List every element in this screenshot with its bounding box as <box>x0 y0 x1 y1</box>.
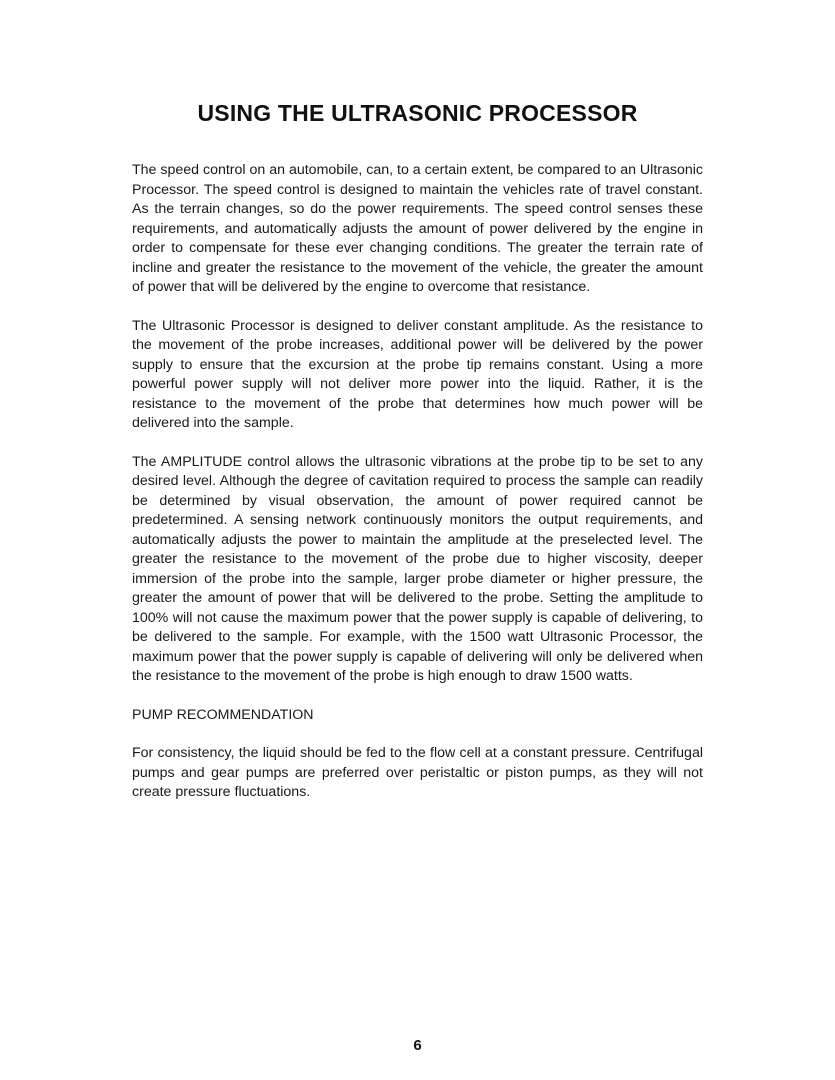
paragraph-amplitude-control: The AMPLITUDE control allows the ultrasonic vibrations at the probe tip to be set to any desired level. Although the degree of cavitation required to process the sample can readily be determined by visual observation, the amount of power required cannot be predetermined. A sensing network continuously monitors the output requirements, and automatically adjusts the power to maintain the amplitude at the preselected level. The greater the resistance to the movement of the probe due to higher viscosity, deeper immersion of the probe into the sample, larger probe diameter or higher pressure, the greater the amount of power that will be delivered to the probe. Setting the amplitude to 100% will not cause the maximum power that the power supply is capable of delivering, to be delivered to the sample. For example, with the 1500 watt Ultrasonic Processor, the maximum power that the power supply is capable of delivering will only be delivered when the resistance to the movement of the probe is high enough to draw 1500 watts. <box>132 453 703 684</box>
paragraph-constant-amplitude: The Ultrasonic Processor is designed to deliver constant amplitude. As the resistance to the movement of the probe increases, additional power will be delivered by the power supply to ensure that the excursion at the probe tip remains constant. Using a more powerful power supply will not deliver more power into the liquid. Rather, it is the resistance to the movement of the probe that determines how much power will be delivered into the sample. <box>132 317 703 431</box>
paragraph-pump-recommendation: For consistency, the liquid should be fed to the flow cell at a constant pressure. Centrifugal pumps and gear pumps are preferred over peristaltic or piston pumps, as they will not create pressure fluctuations. <box>132 745 703 800</box>
page-number: 6 <box>413 1037 422 1054</box>
section-heading-pump: PUMP RECOMMENDATION <box>132 706 314 723</box>
document-body <box>132 161 703 822</box>
paragraph-speed-control: The speed control on an automobile, can, to a certain extent, be compared to an Ultrasonic Processor. The speed control is designed to maintain the vehicles rate of travel constant. As the terrain changes, so do the power requirements. The speed control senses these requirements, and automatically adjusts the amount of power delivered by the engine in order to compensate for these ever changing conditions. The greater the terrain rate of incline and greater the resistance to the movement of the vehicle, the greater the amount of power that will be delivered by the engine to overcome that resistance. <box>132 162 703 295</box>
page-title: USING THE ULTRASONIC PROCESSOR <box>197 100 638 126</box>
